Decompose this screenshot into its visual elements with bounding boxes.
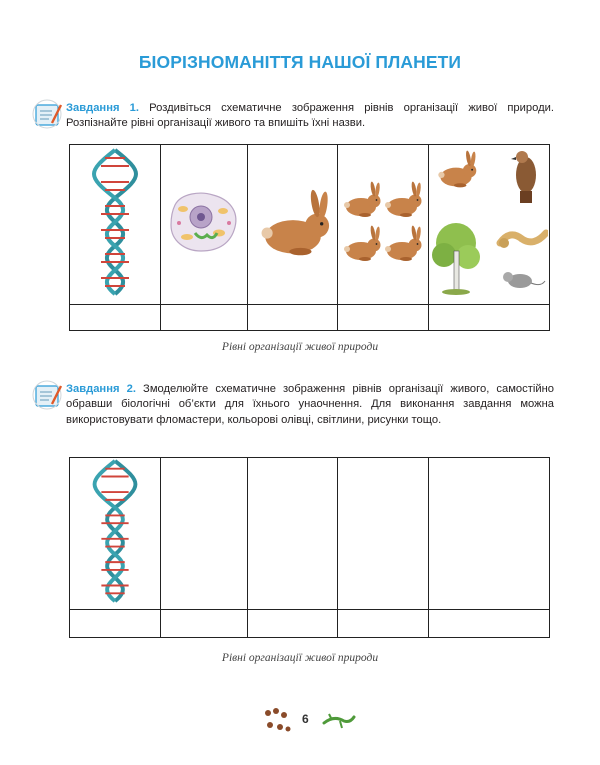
dna-icon xyxy=(85,147,145,297)
lizard-decoration-icon xyxy=(322,711,356,731)
level-cell-2 xyxy=(161,145,248,305)
answer-cell-4[interactable] xyxy=(338,305,429,331)
task-2 xyxy=(66,382,554,428)
model-answer-cell-4[interactable] xyxy=(338,610,429,638)
level-cell-3 xyxy=(248,145,338,305)
level-cell-1 xyxy=(70,145,161,305)
page-title: БІОРІЗНОМАНІТТЯ НАШОЇ ПЛАНЕТИ xyxy=(138,52,462,72)
mouse-icon xyxy=(503,272,545,288)
levels-table-2 xyxy=(69,457,550,638)
model-cell-5[interactable] xyxy=(429,458,550,610)
cell-icon xyxy=(167,189,241,255)
page-number: 6 xyxy=(302,712,309,726)
answer-cell-2[interactable] xyxy=(161,305,248,331)
rabbit-group-icon xyxy=(342,177,424,267)
model-cell-4[interactable] xyxy=(338,458,429,610)
snake-icon xyxy=(499,233,546,248)
rabbit-icon xyxy=(254,185,332,259)
task-2-label: Завдання 2. xyxy=(66,383,136,395)
table-2-caption: Рівні організації живої природи xyxy=(221,652,379,664)
model-cell-1 xyxy=(70,458,161,610)
notebook-pencil-icon xyxy=(32,99,62,129)
dna-icon xyxy=(85,458,145,604)
model-cell-3[interactable] xyxy=(248,458,338,610)
notebook-pencil-icon xyxy=(32,380,62,410)
task-2-body: Змоделюйте схематичне зображення рівнів організації живого, самостійно обравши біологічні об’єкти для їхнього унаочнення. Для виконання завдання можна використовувати фломастери, кольорові олівці, світлини, рисунки тощо. xyxy=(66,383,554,426)
model-answer-cell-3[interactable] xyxy=(248,610,338,638)
model-answer-cell-5[interactable] xyxy=(429,610,550,638)
task-1-label: Завдання 1. xyxy=(66,102,139,114)
model-cell-2[interactable] xyxy=(161,458,248,610)
table-1-caption: Рівні організації живої природи xyxy=(221,341,379,353)
answer-cell-1[interactable] xyxy=(70,305,161,331)
levels-table-1 xyxy=(69,144,550,331)
task-1-body: Роздивіться схематичне зображення рівнів організації живої природи. Розпізнайте рівні організації живого та впишіть їхні назви. xyxy=(66,102,554,130)
model-answer-cell-1[interactable] xyxy=(70,610,161,638)
task-1 xyxy=(66,101,554,132)
answer-cell-5[interactable] xyxy=(429,305,550,331)
task-2-text xyxy=(66,382,554,428)
birch-tree-icon xyxy=(432,223,480,295)
answer-cell-3[interactable] xyxy=(248,305,338,331)
task-1-text xyxy=(66,101,554,132)
model-answer-cell-2[interactable] xyxy=(161,610,248,638)
hawk-icon xyxy=(511,151,536,203)
page-footer xyxy=(0,703,600,743)
level-cell-4 xyxy=(338,145,429,305)
ecosystem-icon xyxy=(430,147,548,297)
mushrooms-decoration-icon xyxy=(260,703,294,737)
level-cell-5 xyxy=(429,145,550,305)
